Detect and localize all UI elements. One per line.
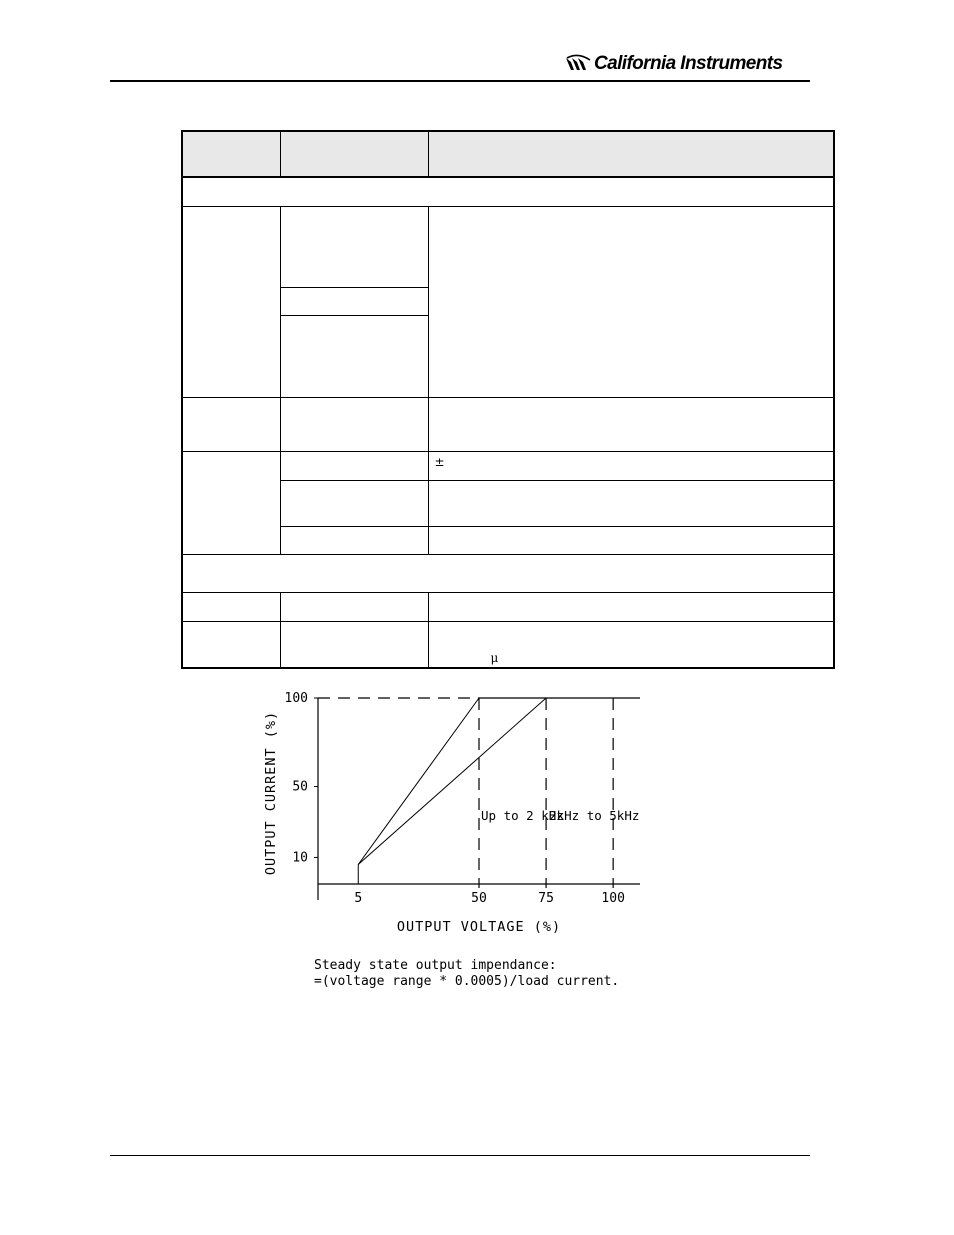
header-cell bbox=[182, 131, 280, 177]
condition-cell bbox=[280, 315, 428, 397]
condition-cell bbox=[280, 621, 428, 668]
plus-minus-symbol: ± bbox=[434, 454, 445, 469]
spec-cell bbox=[428, 592, 834, 621]
brand-logo bbox=[565, 52, 782, 76]
series-label: 2kHz to 5kHz bbox=[549, 808, 640, 823]
footer-rule bbox=[110, 1155, 810, 1156]
x-tick-label: 75 bbox=[538, 891, 554, 906]
brand-mark-icon bbox=[565, 54, 591, 74]
condition-cell bbox=[280, 592, 428, 621]
spec-table bbox=[181, 130, 835, 669]
param-cell bbox=[182, 451, 280, 554]
y-tick-label: 50 bbox=[292, 779, 308, 795]
table-row bbox=[182, 451, 834, 480]
section-cell bbox=[182, 177, 834, 206]
x-tick-label: 100 bbox=[601, 891, 625, 906]
y-tick-label: 100 bbox=[284, 691, 308, 706]
x-tick-label: 5 bbox=[354, 891, 363, 906]
header-rule bbox=[110, 80, 810, 82]
series-line bbox=[358, 698, 546, 865]
table-row bbox=[182, 397, 834, 451]
brand-name: California Instruments bbox=[594, 53, 783, 74]
header-cell bbox=[428, 131, 834, 177]
condition-cell bbox=[280, 526, 428, 554]
output-derating-chart bbox=[250, 685, 660, 990]
condition-cell bbox=[280, 397, 428, 451]
table-row bbox=[182, 480, 834, 526]
condition-cell bbox=[280, 287, 428, 315]
table-row bbox=[182, 526, 834, 554]
note-line-1: Steady state output impendance: bbox=[314, 958, 557, 973]
section-cell bbox=[182, 554, 834, 592]
param-cell bbox=[182, 592, 280, 621]
table-row bbox=[182, 592, 834, 621]
y-axis-label: OUTPUT CURRENT (%) bbox=[263, 710, 279, 876]
spec-cell bbox=[428, 480, 834, 526]
spec-cell bbox=[428, 397, 834, 451]
section-row bbox=[182, 177, 834, 206]
table-header-row bbox=[182, 131, 834, 177]
spec-cell bbox=[428, 621, 834, 668]
condition-cell bbox=[280, 480, 428, 526]
spec-cell bbox=[428, 451, 834, 480]
table-row bbox=[182, 206, 834, 287]
header-cell bbox=[280, 131, 428, 177]
x-tick-label: 50 bbox=[471, 891, 487, 906]
param-cell bbox=[182, 397, 280, 451]
mu-symbol: μ bbox=[490, 651, 499, 665]
section-row bbox=[182, 554, 834, 592]
condition-cell bbox=[280, 451, 428, 480]
series-line bbox=[358, 698, 479, 865]
x-axis-label: OUTPUT VOLTAGE (%) bbox=[396, 919, 562, 935]
param-cell bbox=[182, 621, 280, 668]
y-tick-label: 10 bbox=[292, 850, 308, 866]
spec-cell bbox=[428, 526, 834, 554]
spec-cell bbox=[428, 206, 834, 397]
table-row bbox=[182, 621, 834, 668]
condition-cell bbox=[280, 206, 428, 287]
impedance-note bbox=[314, 958, 619, 990]
param-cell bbox=[182, 206, 280, 397]
note-line-2: =(voltage range * 0.0005)/load current. bbox=[314, 974, 620, 989]
series-label: Up to 2 kHz bbox=[481, 808, 564, 823]
